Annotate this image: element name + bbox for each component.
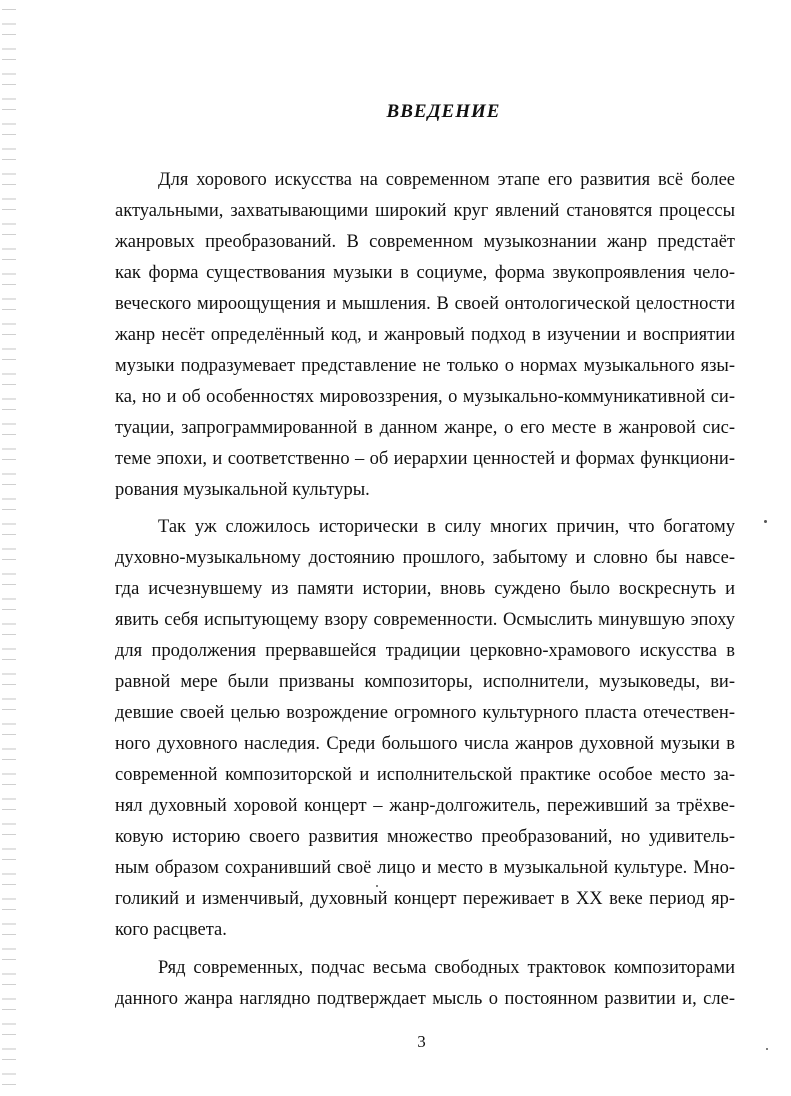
text-line: ка, но и об особенностях мировоззрения, о музыкально-коммуникативной си- <box>115 387 735 407</box>
text-line: равной мере были призваны композиторы, исполнители, музыковеды, ви- <box>115 672 735 692</box>
text-line: Ряд современных, подчас весьма свободных трактовок композиторами <box>158 958 735 978</box>
text-line: ного духовного наследия. Среди большого числа жанров духовной музыки в <box>115 734 735 754</box>
text-line: жанровых преобразований. В современном музыкознании жанр предстаёт <box>115 232 735 252</box>
scan-speck <box>764 520 767 523</box>
text-line: туации, запрограммированной в данном жанре, о его месте в жанровой сис- <box>115 418 735 438</box>
text-line: веческого мироощущения и мышления. В своей онтологической целостности <box>115 294 735 314</box>
page-title: ВВЕДЕНИЕ <box>386 101 501 122</box>
text-line: современной композиторской и исполнительской практике особое место за- <box>115 765 735 785</box>
scan-edge-artifact <box>2 0 16 1096</box>
paragraph-3 <box>115 953 735 1015</box>
text-line: явить себя испытующему взору современности. Осмыслить минувшую эпоху <box>115 610 735 630</box>
paragraph-1 <box>115 165 735 506</box>
text-line: ковую историю своего развития множество преобразований, но удивитель- <box>115 827 735 847</box>
text-line: голикий и изменчивый, духовный концерт переживает в XX веке период яр- <box>115 889 735 909</box>
text-line: гда исчезнувшему из памяти истории, вновь суждено было воскреснуть и <box>115 579 735 599</box>
text-line: Так уж сложилось исторически в силу многих причин, что богатому <box>158 517 735 537</box>
text-line: девшие своей целью возрождение огромного культурного пласта отечествен- <box>115 703 735 723</box>
text-line: данного жанра наглядно подтверждает мысль о постоянном развитии и, сле- <box>115 989 735 1009</box>
paragraph-2 <box>115 512 735 946</box>
text-line: Для хорового искусства на современном этапе его развития всё более <box>158 170 735 190</box>
text-line: как форма существования музыки в социуме, форма звукопроявления чело- <box>115 263 735 283</box>
text-line: теме эпохи, и соответственно – об иерархии ценностей и формах функциони- <box>115 449 735 469</box>
text-line: кого расцвета. <box>115 920 227 940</box>
text-line: духовно-музыкальному достоянию прошлого, забытому и словно бы навсе- <box>115 548 735 568</box>
text-line: нял духовный хоровой концерт – жанр-долгожитель, переживший за трёхве- <box>115 796 735 816</box>
text-line: актуальными, захватывающими широкий круг явлений становятся процессы <box>115 201 735 221</box>
text-line: ным образом сохранивший своё лицо и место в музыкальной культуре. Мно- <box>115 858 735 878</box>
text-line: жанр несёт определённый код, и жанровый подход в изучении и восприятии <box>115 325 735 345</box>
text-line: для продолжения прервавшейся традиции церковно-храмового искусства в <box>115 641 735 661</box>
text-line: рования музыкальной культуры. <box>115 480 370 500</box>
text-line: музыки подразумевает представление не только о нормах музыкального язы- <box>115 356 735 376</box>
page-number: 3 <box>417 1032 426 1051</box>
